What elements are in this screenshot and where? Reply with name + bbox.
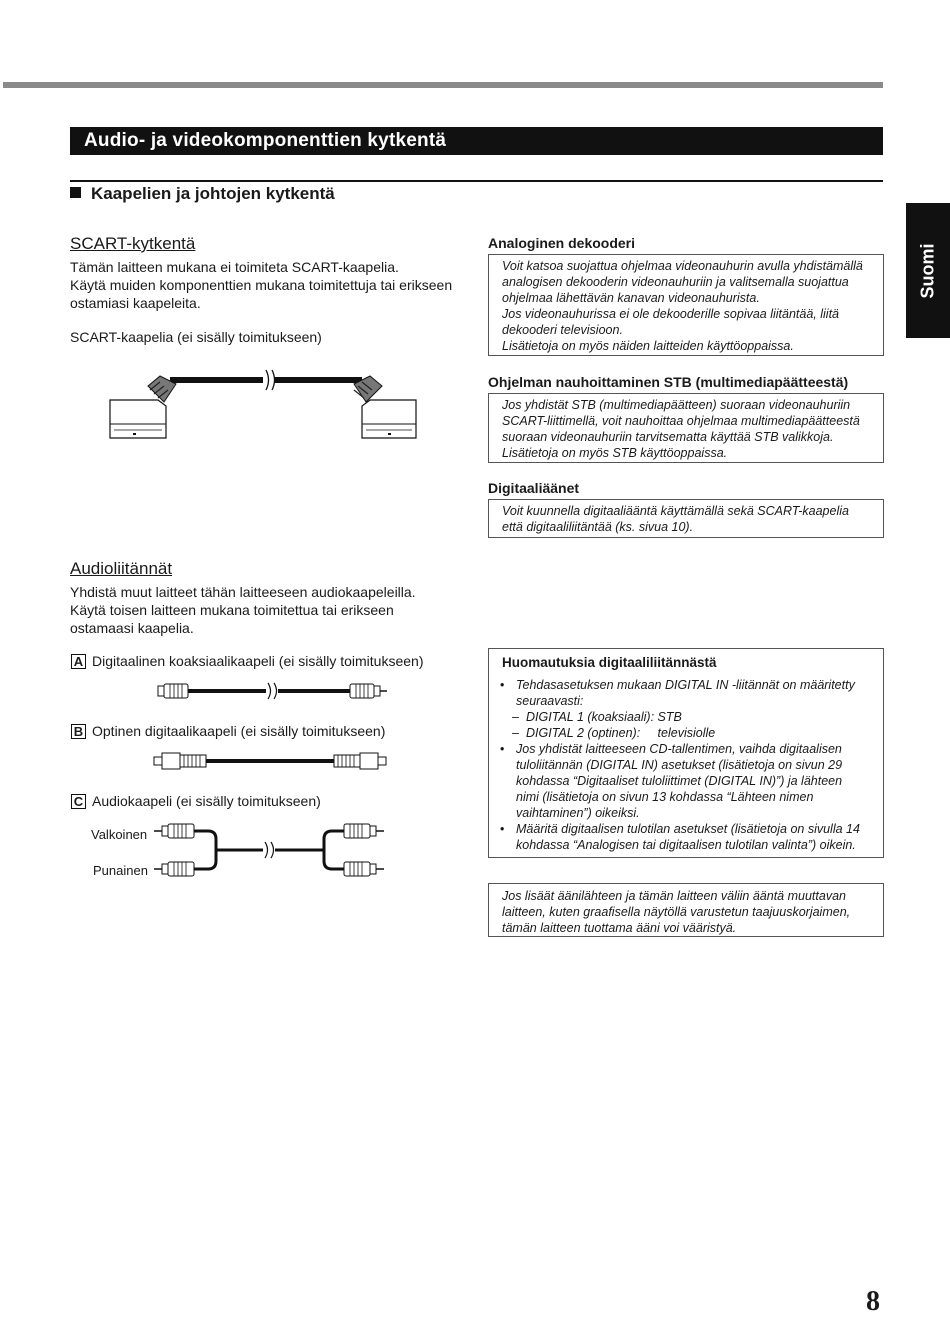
stb-line: SCART-liittimellä, voit nauhoittaa ohjelmaa multimediapäätteestä: [502, 414, 860, 428]
scart-cable-illustration: [100, 360, 430, 450]
audio-description: [70, 583, 416, 637]
notes-list: [502, 677, 875, 853]
bullet-icon: •: [500, 822, 505, 836]
scart-plug-right: [354, 376, 416, 438]
scart-line: Tämän laitteen mukana ei toimiteta SCART-kaapelia.: [70, 259, 399, 275]
note-line: seuraavasti:: [516, 694, 584, 708]
digital-box: [488, 499, 884, 538]
optical-cable-illustration: [150, 750, 390, 774]
note-line: kohdassa “Digitaaliset tuloliittimet (DIGITAL IN)”) ja lähteen: [516, 774, 843, 788]
note-line: Jos yhdistät laitteeseen CD-tallentimen, vaihda digitaalisen: [516, 742, 842, 756]
language-tab: [906, 203, 950, 338]
note-line: DIGITAL 2 (optinen): televisiolle: [526, 726, 716, 740]
list-item: [502, 725, 875, 741]
dash-icon: –: [512, 710, 519, 724]
audio-line: Yhdistä muut laitteet tähän laitteeseen audiokaapeleilla.: [70, 584, 416, 600]
equalizer-note-box: [488, 883, 884, 937]
scart-line: Käytä muiden komponenttien mukana toimitettuja tai erikseen: [70, 277, 453, 293]
audio-line: Käytä toisen laitteen mukana toimitettua tai erikseen: [70, 602, 394, 618]
note-line: Tehdasasetuksen mukaan DIGITAL IN -liitännät on määritetty: [516, 678, 855, 692]
cable-c-letter: C: [71, 794, 86, 809]
section-title: Kaapelien ja johtojen kytkentä: [91, 184, 335, 203]
note-line: kohdassa “Analogisen tai digitaalisen tulotilan valinta”) oikein.: [516, 838, 856, 852]
scart-description: [70, 258, 452, 312]
cable-c-text: Audiokaapeli (ei sisälly toimitukseen): [92, 793, 321, 809]
stb-line: Lisätietoja on myös STB käyttöoppaissa.: [502, 446, 728, 460]
cable-a-text: Digitaalinen koaksiaalikaapeli (ei sisälly toimitukseen): [92, 653, 424, 669]
digital-line: Voit kuunnella digitaaliääntä käyttämällä sekä SCART-kaapelia: [502, 504, 849, 518]
cable-a-letter: A: [71, 654, 86, 669]
page-title: Audio- ja videokomponenttien kytkentä: [70, 127, 883, 155]
red-plug-label: Punainen: [93, 863, 148, 878]
digital-title: Digitaaliäänet: [488, 480, 580, 496]
note-line: DIGITAL 1 (koaksiaali): STB: [526, 710, 682, 724]
list-item: [502, 821, 875, 853]
notes-title: Huomautuksia digitaaliliitännästä: [502, 655, 717, 670]
decoder-title: Analoginen dekooderi: [488, 235, 636, 251]
note-line: Määritä digitaalisen tulotilan asetukset (lisätietoja on sivulla 14: [516, 822, 860, 836]
eq-line: tämän laitteen tuottama ääni voi vääristyä.: [502, 921, 737, 935]
note-line: tuloliitännän (DIGITAL IN) asetukset (lisätietoja on sivun 29: [516, 758, 843, 772]
scart-cable-caption: SCART-kaapelia (ei sisälly toimitukseen): [70, 329, 322, 345]
stb-box: [488, 393, 884, 463]
digital-notes-box: [488, 648, 884, 858]
top-rule: [3, 82, 883, 88]
scart-heading: SCART-kytkentä: [70, 234, 196, 253]
cable-b-letter: B: [71, 724, 86, 739]
digital-line: että digitaaliliitäntää (ks. sivua 10).: [502, 520, 694, 534]
language-tab-label: Suomi: [917, 242, 938, 299]
eq-line: Jos lisäät äänilähteen ja tämän laitteen väliin ääntä muuttavan: [502, 889, 846, 903]
decoder-line: Voit katsoa suojattua ohjelmaa videonauhurin avulla yhdistämällä: [502, 259, 863, 273]
stb-line: Jos yhdistät STB (multimediapäätteen) suoraan videonauhuriin: [502, 398, 851, 412]
dash-icon: –: [512, 726, 519, 740]
stb-line: suoraan videonauhuriin tarvitsematta käyttää STB valikkoja.: [502, 430, 834, 444]
decoder-line: analogisen dekooderin videonauhuriin ja valitsemalla suojattua: [502, 275, 849, 289]
note-line: nimi (lisätietoja on sivun 13 kohdassa “Lähteen nimen: [516, 790, 814, 804]
square-bullet-icon: [70, 187, 81, 198]
cable-b-label: [71, 723, 385, 739]
audio-line: ostamaasi kaapelia.: [70, 620, 194, 636]
scart-line: ostamiasi kaapeleita.: [70, 295, 201, 311]
cable-a-label: [71, 653, 424, 669]
section-heading: [70, 184, 335, 204]
list-item: [502, 709, 875, 725]
decoder-line: dekooderi televisioon.: [502, 323, 623, 337]
cable-b-text: Optinen digitaalikaapeli (ei sisälly toimitukseen): [92, 723, 386, 739]
note-line: vaihtaminen”) oikeiksi.: [516, 806, 640, 820]
coaxial-cable-illustration: [150, 680, 390, 704]
audio-heading: Audioliitännät: [70, 559, 173, 578]
list-item: [502, 741, 875, 821]
section-rule: [70, 180, 883, 182]
decoder-line: ohjelmaa lähettävän kanavan videonauhurista.: [502, 291, 760, 305]
decoder-line: Jos videonauhurissa ei ole dekooderille sopivaa liitäntää, liitä: [502, 307, 840, 321]
bullet-icon: •: [500, 678, 505, 692]
list-item: [502, 677, 875, 709]
bullet-icon: •: [500, 742, 505, 756]
decoder-line: Lisätietoja on myös näiden laitteiden käyttöoppaissa.: [502, 339, 794, 353]
stb-title: Ohjelman nauhoittaminen STB (multimediapäätteestä): [488, 374, 849, 390]
decoder-box: [488, 254, 884, 356]
eq-line: laitteen, kuten graafisella näytöllä varustetun taajuuskorjaimen,: [502, 905, 851, 919]
cable-c-label: [71, 793, 321, 809]
scart-plug-left: [110, 376, 176, 438]
white-plug-label: Valkoinen: [91, 827, 148, 842]
page-number: 8: [866, 1286, 880, 1317]
audio-cable-illustration: [150, 820, 390, 882]
